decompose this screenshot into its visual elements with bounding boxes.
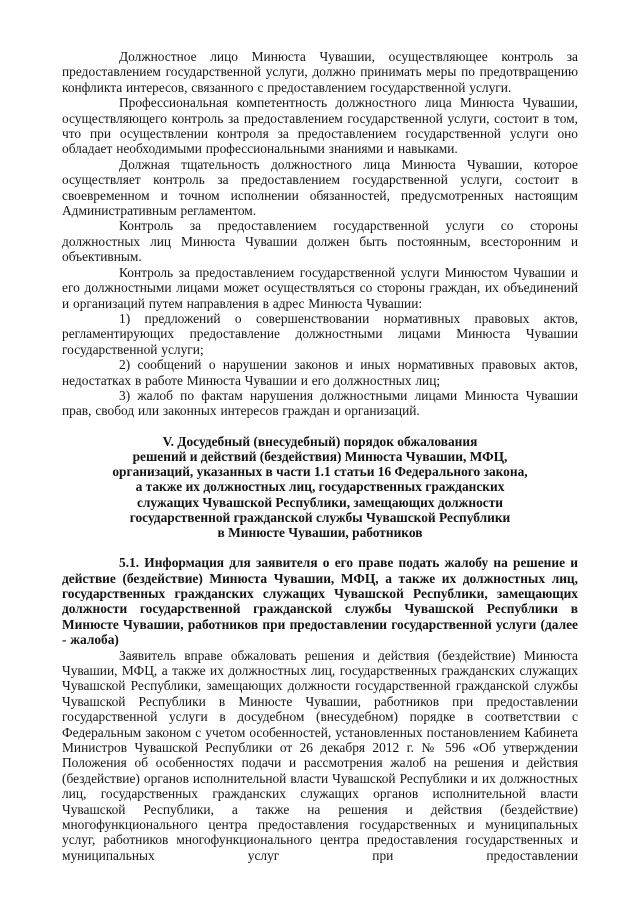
- list-item-1: 1) предложений о совершенствовании нормативных правовых актов, регламентирующих предоставление должностными лицами Минюста Чувашии государственной услуги;: [62, 310, 578, 357]
- heading-line: V. Досудебный (внесудебный) порядок обжалования: [162, 433, 478, 449]
- heading-line: решений и действий (бездействия) Минюста Чувашии, МФЦ,: [132, 448, 508, 464]
- paragraph-due-diligence: Должная тщательность должностного лица Минюста Чувашии, которое осуществляет контроль за предоставлением государственной услуги, состоит в своевременном и точном исполнении обязанностей, предусмотренных настоящим Административным регламентом.: [62, 156, 578, 219]
- heading-line: в Минюсте Чувашии, работников: [217, 524, 423, 540]
- heading-line: государственной гражданской службы Чувашской Республики: [129, 509, 511, 525]
- heading-line: а также их должностных лиц, государственных гражданских: [135, 479, 505, 495]
- section-v-heading: [62, 434, 578, 540]
- paragraph-control-conflict: Должностное лицо Минюста Чувашии, осуществляющее контроль за предоставлением государственной услуги, должно принимать меры по предотвращению конфликта интересов, связанного с предоставлением государственной услуги.: [62, 49, 578, 95]
- list-item-2: 2) сообщений о нарушении законов и иных нормативных правовых актов, недостатках в работе Минюста Чувашии и его должностных лиц;: [62, 357, 578, 388]
- list-item-3: 3) жалоб по фактам нарушения должностными лицами Минюста Чувашии прав, свобод или законных интересов граждан и организаций.: [62, 387, 578, 419]
- heading-line: организаций, указанных в части 1.1 статьи 16 Федерального закона,: [112, 464, 528, 480]
- paragraph-control-citizens: Контроль за предоставлением государственной услуги Минюстом Чувашии и его должностными лицами может осуществляться со стороны граждан, их объединений и организаций путем направления в адрес Минюста Чувашии:: [62, 264, 578, 311]
- paragraph-professional-competence: Профессиональная компетентность должностного лица Минюста Чувашии, осуществляющего контроль за предоставлением государственной услуги, состоит в том, что при осуществлении контроля за предоставлением государственной услуги оно обладает необходимыми профессиональными знаниями и навыками.: [62, 95, 578, 157]
- heading-line: служащих Чувашской Республики, замещающих должности: [136, 494, 504, 510]
- paragraph-control-constant: Контроль за предоставлением государственной услуги со стороны должностных лиц Минюста Чувашии должен быть постоянным, всесторонним и объективным.: [62, 218, 578, 265]
- paragraph-applicant-right: Заявитель вправе обжаловать решения и действия (бездействие) Минюста Чувашии, МФЦ, а также их должностных лиц, государственных гражданских служащих Чувашской Республики, замещающих должности государственной гражданской службы Чувашской Республики в Минюсте Чувашии, работников при предоставлении государственной услуги в досудебном (внесудебном) порядке в соответствии с Федеральным законом с учетом особенностей, установленных постановлением Кабинета Министров Чувашской Республики от 26 декабря 2012 г. № 596 «Об утверждении Положения об особенностях подачи и рассмотрения жалоб на решения и действия (бездействие) органов исполнительной власти Чувашской Республики и их должностных лиц, государственных гражданских служащих органов исполнительной власти Чувашской Республики, а также на решения и действия (бездействие) многофункционального центра предоставления государственных и муниципальных услуг, работников многофункционального центра предоставления государственных и муниципальных услуг при предоставлении: [62, 647, 578, 863]
- paragraph-5-1-heading: 5.1. Информация для заявителя о его праве подать жалобу на решение и действие (бездействие) Минюста Чувашии, МФЦ, а также их должностных лиц, государственных гражданских служащих Чувашской Республики, замещающих должности государственной гражданской службы Чувашской Республики в Минюсте Чувашии, работников при предоставлении государственной услуги (далее - жалоба): [62, 555, 578, 648]
